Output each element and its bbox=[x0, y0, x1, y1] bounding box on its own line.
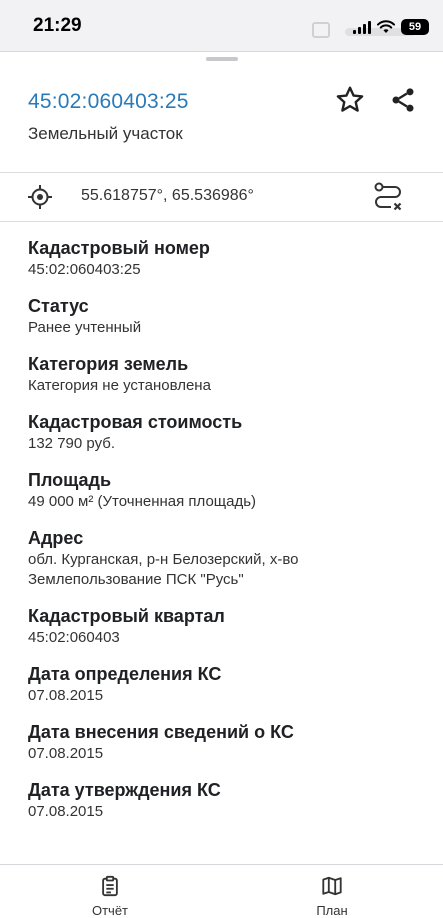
field-label: Кадастровая стоимость bbox=[28, 412, 243, 432]
clipboard-icon bbox=[99, 875, 121, 897]
field-label: Статус bbox=[28, 296, 89, 316]
cellular-signal-icon bbox=[353, 20, 371, 34]
status-bar bbox=[0, 0, 443, 52]
nav-plan[interactable] bbox=[312, 875, 352, 918]
coordinates-row[interactable] bbox=[0, 173, 443, 221]
field-value: 07.08.2015 bbox=[28, 687, 104, 704]
field-value: 49 000 м² (Уточненная площадь) bbox=[28, 493, 257, 510]
field-value: 07.08.2015 bbox=[28, 803, 104, 820]
field-status bbox=[28, 294, 428, 338]
field-label: Площадь bbox=[28, 470, 112, 490]
wifi-icon bbox=[377, 20, 395, 34]
star-icon bbox=[334, 84, 366, 116]
field-value: 45:02:060403:25 bbox=[28, 261, 141, 278]
status-time: 21:29 bbox=[33, 15, 82, 36]
nav-plan-label: План bbox=[316, 903, 348, 918]
field-value: Ранее учтенный bbox=[28, 319, 142, 336]
object-type-subtitle: Земельный участок bbox=[28, 124, 183, 143]
field-value: обл. Курганская, р-н Белозерский, х-во Землепользование ПСК "Русь" bbox=[28, 551, 299, 588]
field-entry-date bbox=[28, 720, 428, 764]
nav-report-label: Отчёт bbox=[91, 903, 129, 918]
coordinates-text[interactable]: 55.618757°, 65.536986° bbox=[81, 187, 254, 204]
share-button[interactable] bbox=[385, 82, 421, 118]
field-cadastral-value bbox=[28, 410, 428, 454]
nav-report[interactable] bbox=[90, 875, 130, 918]
field-label: Адрес bbox=[28, 528, 84, 548]
field-label: Дата утверждения КС bbox=[28, 780, 221, 800]
favorite-button[interactable] bbox=[332, 82, 368, 118]
field-value[interactable]: 45:02:060403 bbox=[28, 629, 120, 646]
field-valuation-date bbox=[28, 662, 428, 706]
field-land-category bbox=[28, 352, 428, 396]
field-value: 132 790 руб. bbox=[28, 435, 115, 452]
field-value: Категория не установлена bbox=[28, 377, 211, 394]
location-target-icon bbox=[27, 184, 53, 210]
field-approval-date bbox=[28, 778, 428, 822]
field-address bbox=[28, 526, 428, 590]
bottom-navigation bbox=[0, 864, 443, 918]
cadastral-number-title[interactable]: 45:02:060403:25 bbox=[28, 90, 189, 113]
status-indicators bbox=[353, 17, 429, 37]
battery-indicator: 59 bbox=[401, 19, 429, 35]
route-icon[interactable] bbox=[370, 179, 406, 215]
share-icon bbox=[389, 86, 417, 114]
field-cadastral-quarter bbox=[28, 604, 428, 648]
home-icon bbox=[312, 22, 330, 38]
object-header bbox=[0, 64, 443, 172]
divider bbox=[0, 221, 443, 222]
field-label: Дата внесения сведений о КС bbox=[28, 722, 294, 742]
property-fields bbox=[28, 236, 428, 836]
field-cadastral-number bbox=[28, 236, 428, 280]
map-icon bbox=[321, 875, 343, 897]
field-label: Дата определения КС bbox=[28, 664, 222, 684]
field-label: Категория земель bbox=[28, 354, 189, 374]
field-area bbox=[28, 468, 428, 512]
field-value: 07.08.2015 bbox=[28, 745, 104, 762]
field-label: Кадастровый квартал bbox=[28, 606, 225, 626]
field-label: Кадастровый номер bbox=[28, 238, 210, 258]
sheet-drag-handle[interactable] bbox=[206, 57, 238, 61]
